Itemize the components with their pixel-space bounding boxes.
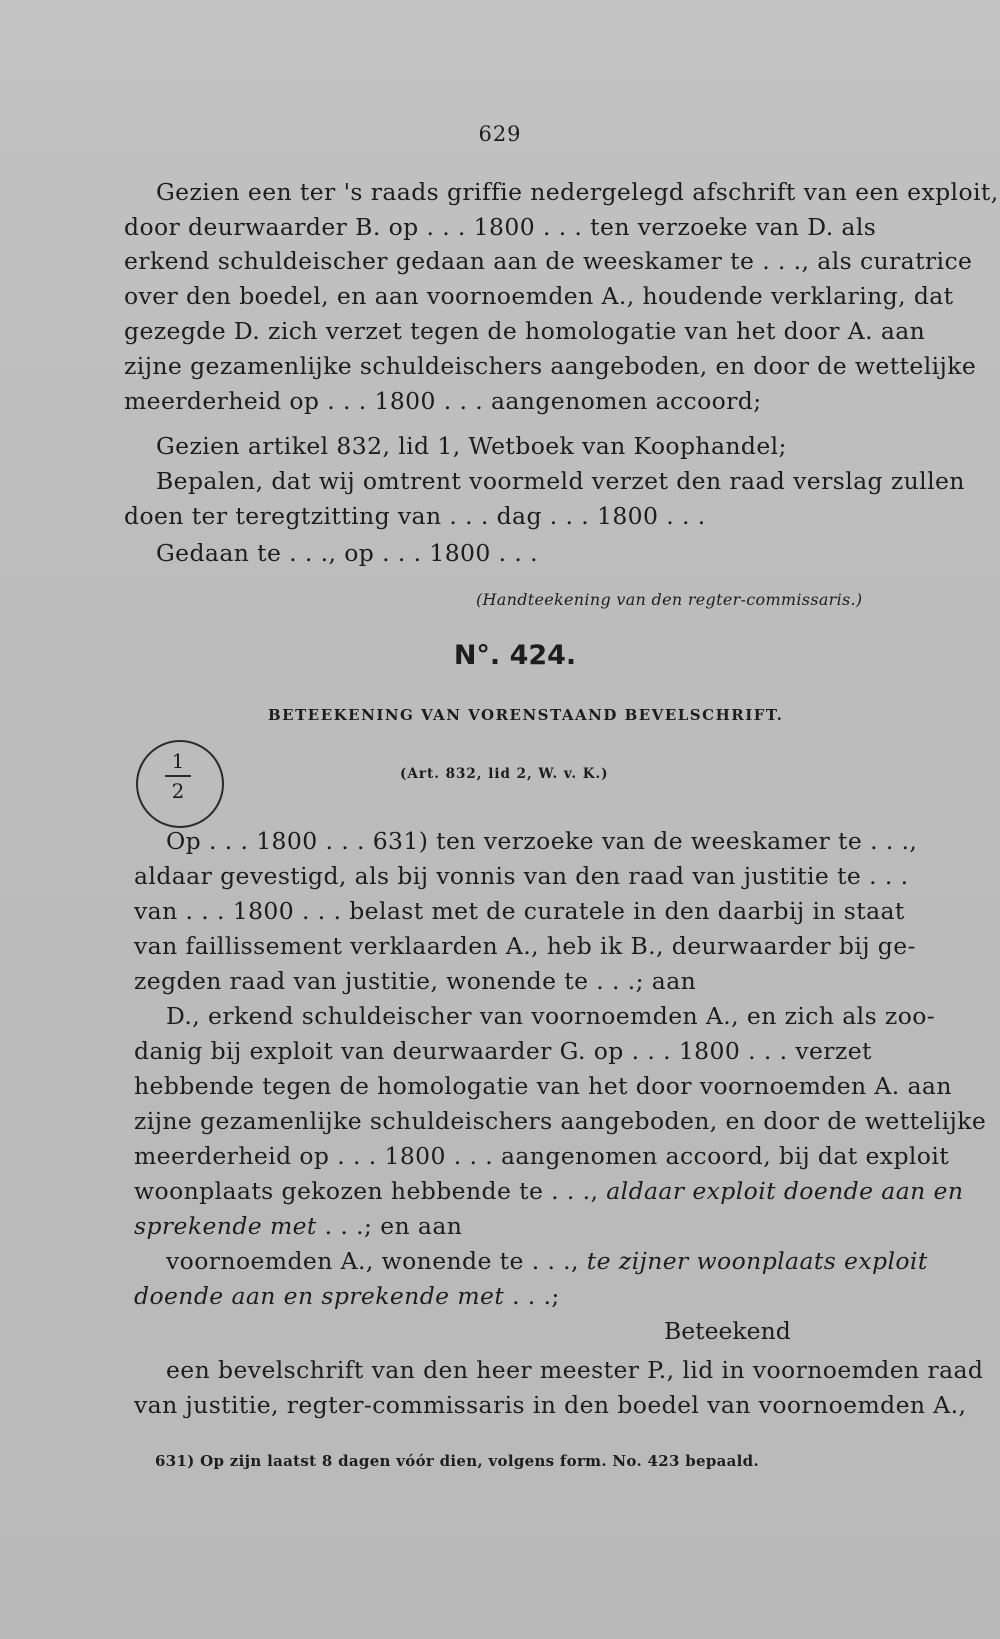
stamp-fraction-bar xyxy=(165,775,191,777)
text-line: zijne gezamenlijke schuldeischers aangeboden, en door de wettelijke xyxy=(134,1107,987,1135)
article-reference: (Art. 832, lid 2, W. v. K.) xyxy=(400,766,609,782)
form-heading: BETEEKENING VAN VORENSTAAND BEVELSCHRIFT. xyxy=(268,706,784,724)
fraction-stamp-text xyxy=(163,748,193,804)
page-number: 629 xyxy=(478,122,522,146)
text-plain: woonplaats gekozen hebbende te . . ., xyxy=(134,1177,599,1205)
text-line: Op . . . 1800 . . . 631) ten verzoeke van de weeskamer te . . ., xyxy=(166,827,918,855)
text-line: zegden raad van justitie, wonende te . . .; aan xyxy=(134,967,697,995)
text-plain: voornoemden A., wonende te . . ., xyxy=(166,1247,579,1275)
text-line: Bepalen, dat wij omtrent voormeld verzet den raad verslag zullen xyxy=(156,467,965,495)
form-number: N°. 424. xyxy=(453,640,577,671)
footnote: 631) Op zijn laatst 8 dagen vóór dien, volgens form. No. 423 bepaald. xyxy=(155,1452,759,1470)
text-line-voornoemden xyxy=(134,1246,928,1276)
text-line: van justitie, regter-commissaris in den boedel van voornoemden A., xyxy=(134,1391,967,1419)
text-line: van . . . 1800 . . . belast met de curatele in den daarbij in staat xyxy=(134,897,905,925)
text-line-sprekende xyxy=(134,1211,462,1241)
text-line: meerderheid op . . . 1800 . . . aangenomen accoord, bij dat exploit xyxy=(134,1142,950,1170)
text-italic: te zijner woonplaats exploit xyxy=(586,1247,928,1275)
text-line: gezegde D. zich verzet tegen de homologatie van het door A. aan xyxy=(124,317,926,345)
beteekend-heading: Beteekend xyxy=(664,1317,791,1345)
text-italic: doende aan en sprekende met xyxy=(134,1282,505,1310)
text-line: doen ter teregtzitting van . . . dag . . . 1800 . . . xyxy=(124,502,706,530)
text-line: D., erkend schuldeischer van voornoemden A., en zich als zoo- xyxy=(166,1002,936,1030)
text-plain: . . .; en aan xyxy=(324,1212,463,1240)
text-plain: . . .; xyxy=(512,1282,560,1310)
text-line-woonplaats xyxy=(134,1176,963,1206)
text-line: danig bij exploit van deurwaarder G. op . . . 1800 . . . verzet xyxy=(134,1037,872,1065)
paragraph-gedaan: Gedaan te . . ., op . . . 1800 . . . xyxy=(156,539,538,567)
text-line: aldaar gevestigd, als bij vonnis van den raad van justitie te . . . xyxy=(134,862,909,890)
text-line: een bevelschrift van den heer meester P., lid in voornoemden raad xyxy=(166,1356,984,1384)
text-line: Gezien een ter 's raads griffie nedergelegd afschrift van een exploit, xyxy=(156,178,999,206)
text-line-doende xyxy=(134,1281,560,1311)
paragraph-gezien-artikel: Gezien artikel 832, lid 1, Wetboek van Koophandel; xyxy=(156,432,787,460)
stamp-denominator: 2 xyxy=(171,779,185,803)
text-italic: aldaar exploit doende aan en xyxy=(606,1177,964,1205)
text-line: van faillissement verklaarden A., heb ik B., deurwaarder bij ge- xyxy=(134,932,916,960)
text-line: zijne gezamenlijke schuldeischers aangeboden, en door de wettelijke xyxy=(124,352,977,380)
text-line: over den boedel, en aan voornoemden A., houdende verklaring, dat xyxy=(124,282,954,310)
text-line: meerderheid op . . . 1800 . . . aangenomen accoord; xyxy=(124,387,762,415)
signature-note: (Handteekening van den regter-commissaris.) xyxy=(476,590,863,609)
text-line: erkend schuldeischer gedaan aan de weeskamer te . . ., als curatrice xyxy=(124,247,973,275)
stamp-numerator: 1 xyxy=(171,749,185,773)
text-line: hebbende tegen de homologatie van het door voornoemden A. aan xyxy=(134,1072,952,1100)
text-line: door deurwaarder B. op . . . 1800 . . . ten verzoeke van D. als xyxy=(124,213,877,241)
text-italic: sprekende met xyxy=(134,1212,317,1240)
